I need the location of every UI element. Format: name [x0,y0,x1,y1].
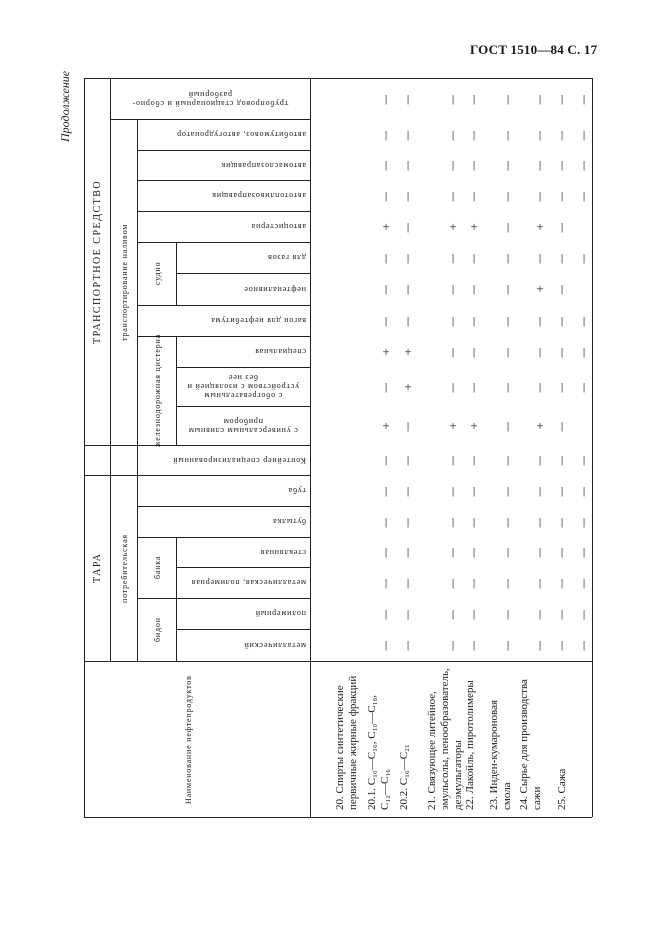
mark-plus: + [449,218,457,234]
mark-dash: | [582,92,586,104]
mark-dash: | [384,128,388,140]
mark-dash: | [384,607,388,619]
rail-tank-label: железнодорожная цистерна [152,333,162,447]
product-names-header: Наименование нефтепродуктов [183,674,193,804]
mark-dash: | [582,189,586,201]
mark-dash: | [406,251,410,263]
mark-dash: | [560,638,564,651]
mark-dash: | [582,453,586,466]
mark-dash: | [451,638,455,651]
mark-dash: | [406,220,410,232]
mark-dash: | [582,484,586,496]
mark-dash: | [472,189,476,201]
mark-dash: | [406,158,410,171]
mark-dash: | [560,345,564,357]
mark-dash: | [406,515,410,527]
table-border-left [84,78,85,817]
mark-dash: | [506,380,510,392]
mark-dash: | [384,453,388,466]
column-header-14: стеклянная [260,548,306,557]
mark-dash: | [472,380,476,392]
mark-dash: | [538,576,542,588]
mark-dash: | [406,484,410,496]
mark-dash: | [538,545,542,558]
mark-dash: | [560,576,564,588]
mark-dash: | [406,453,410,466]
mark-dash: | [560,515,564,527]
mark-dash: | [406,545,410,558]
mark-dash: | [472,545,476,558]
mark-dash: | [538,607,542,619]
mark-dash: | [384,158,388,171]
mark-plus: + [382,417,390,433]
mark-dash: | [384,92,388,104]
product-name-1: 20.1. C₁₀—C₁₆, C₁₀—C₁₈, [366,694,378,810]
mark-dash: | [451,453,455,466]
mark-plus: + [382,218,390,234]
mark-dash: | [451,92,455,104]
mark-dash: | [384,576,388,588]
mark-plus: + [536,218,544,234]
mark-dash: | [472,158,476,171]
bulk-group-label: транспортирование наливом [119,223,129,341]
transport-group-bottom [84,445,110,446]
product-name-5: смола [501,782,513,810]
mark-dash: | [472,128,476,140]
consumer-label: потребительская [119,533,129,603]
mark-dash: | [451,251,455,263]
mark-dash: | [384,189,388,201]
mark-dash: | [451,607,455,619]
mark-dash: | [538,380,542,392]
tara-group-top [84,475,110,476]
product-name-6: 24. Сырье для производства [518,679,530,810]
mark-dash: | [451,158,455,171]
mark-dash: | [506,282,510,295]
mark-dash: | [472,92,476,104]
column-header-10: с универсальным сливным прибором [188,417,298,435]
product-name-4: 22. Лакойль, пиротолимеры [464,680,476,810]
mark-dash: | [582,345,586,357]
mark-dash: | [560,220,564,232]
mark-dash: | [582,251,586,263]
mark-dash: | [384,314,388,326]
column-header-16: полимерный [255,609,306,619]
mark-dash: | [451,545,455,558]
mark-plus: + [536,281,544,296]
mark-dash: | [582,128,586,140]
mark-plus: + [449,417,457,433]
mark-dash: | [451,515,455,527]
can-label: банка [152,555,162,579]
mark-dash: | [560,419,564,431]
mark-dash: | [384,545,388,558]
mark-dash: | [560,128,564,140]
mark-dash: | [506,638,510,651]
table-border-right [592,78,593,817]
transport-group-label: ТРАНСПОРТНОЕ СРЕДСТВО [91,179,103,344]
mark-dash: | [406,419,410,431]
mark-dash: | [582,576,586,588]
product-name-0: 20. Спирты синтетические [334,685,346,810]
mark-dash: | [560,189,564,201]
mark-dash: | [560,92,564,104]
mark-plus: + [404,343,412,359]
column-header-12: туба [287,486,306,496]
mark-dash: | [538,515,542,527]
mark-dash: | [506,419,510,431]
mark-plus: + [470,417,478,433]
mark-dash: | [451,314,455,326]
mark-dash: | [384,515,388,527]
mark-dash: | [384,638,388,651]
mark-dash: | [506,515,510,527]
mark-dash: | [538,251,542,263]
mark-dash: | [406,576,410,588]
mark-dash: | [406,189,410,201]
mark-dash: | [560,158,564,171]
continuation-label: Продолжение [58,70,72,142]
mark-dash: | [506,345,510,357]
mark-dash: | [451,282,455,295]
mark-dash: | [451,576,455,588]
mark-dash: | [582,607,586,619]
mark-dash: | [472,484,476,496]
column-header-15: металлическая, полимерная [191,578,306,588]
tara-group-label: ТАРА [91,552,103,583]
mark-dash: | [406,314,410,326]
mark-dash: | [582,515,586,527]
column-header-5: для газов [267,253,306,263]
mark-dash: | [406,92,410,104]
mark-dash: | [506,545,510,558]
column-header-13: бутылка [272,517,306,527]
header-body-divider [310,78,311,817]
column-header-7: вагон для нефтебитума [210,316,306,326]
column-header-0: трубопровод стационарный и сборно-разборный [131,90,289,108]
mark-dash: | [506,158,510,171]
mark-dash: | [472,515,476,527]
mark-dash: | [384,282,388,295]
mark-dash: | [506,92,510,104]
mark-dash: | [472,345,476,357]
mark-dash: | [582,545,586,558]
mark-dash: | [582,380,586,392]
mark-dash: | [451,380,455,392]
mark-dash: | [506,314,510,326]
mark-dash: | [451,128,455,140]
table-border-bottom [84,817,592,818]
product-name-1: C₁₂—C₁₆ [379,768,391,810]
product-name-3: эмульсолы, пенообразователь, [439,668,451,810]
mark-dash: | [506,607,510,619]
mark-dash: | [560,380,564,392]
column-header-2: автомаслозаправщик [220,161,306,170]
mark-dash: | [406,128,410,140]
mark-dash: | [538,453,542,466]
product-name-3: 21. Связующее литейное, [426,691,438,810]
product-name-5: 23. Инден-кумароновая [488,699,500,810]
column-header-3: автотопливозаправщик [211,191,306,201]
column-header-1: автобитумовоз, автогудронатор [176,130,306,140]
mark-dash: | [451,189,455,201]
column-header-4: автоцистерна [250,222,306,232]
mark-dash: | [472,576,476,588]
mark-plus: + [404,378,412,394]
product-name-7: 25. Сажа [556,768,568,810]
mark-dash: | [472,453,476,466]
product-name-6: сажи [531,786,543,810]
mark-dash: | [560,453,564,466]
page-header: ГОСТ 1510—84 С. 17 [470,42,598,57]
mark-dash: | [506,453,510,466]
names-header-divider [84,661,592,662]
mark-dash: | [560,282,564,295]
mark-dash: | [406,607,410,619]
mark-dash: | [406,638,410,651]
mark-dash: | [384,484,388,496]
column-header-17: металлический [243,641,306,650]
mark-dash: | [472,251,476,263]
mark-dash: | [506,220,510,232]
mark-dash: | [538,158,542,171]
mark-plus: + [470,218,478,234]
mark-dash: | [384,251,388,263]
mark-dash: | [538,92,542,104]
ship-label: судно [152,261,162,285]
mark-dash: | [582,314,586,326]
product-name-0: первичные жирные фракций [347,675,359,810]
column-header-6: нефтеналивное [243,285,306,294]
mark-dash: | [451,345,455,357]
mark-dash: | [538,484,542,496]
column-header-11: Контейнер специализированный [172,456,306,465]
mark-dash: | [472,607,476,619]
mark-dash: | [560,607,564,619]
mark-dash: | [506,128,510,140]
mark-dash: | [472,638,476,651]
product-name-2: 20.2. C₁₆—C₂₁ [398,744,410,810]
mark-dash: | [560,484,564,496]
mark-plus: + [382,343,390,359]
mark-dash: | [560,251,564,263]
mark-dash: | [582,158,586,171]
mark-dash: | [406,282,410,295]
mark-dash: | [538,314,542,326]
mark-dash: | [472,282,476,295]
group-divider [110,78,111,661]
mark-dash: | [560,314,564,326]
mark-dash: | [472,314,476,326]
product-name-3: деэмульгаторы [452,740,464,810]
mark-dash: | [538,638,542,651]
column-header-8: специальная [254,347,306,357]
mark-dash: | [384,380,388,392]
mark-dash: | [506,251,510,263]
mark-dash: | [538,128,542,140]
mark-dash: | [538,189,542,201]
bidon-label: бидон [152,616,162,642]
mark-dash: | [506,189,510,201]
mark-dash: | [582,638,586,651]
mark-dash: | [538,345,542,357]
mark-plus: + [536,417,544,433]
mark-dash: | [506,484,510,496]
mark-dash: | [451,484,455,496]
mark-dash: | [560,545,564,558]
mark-dash: | [506,576,510,588]
column-header-9: с обогревательным устройством с изоляцией и без нее [186,373,300,401]
